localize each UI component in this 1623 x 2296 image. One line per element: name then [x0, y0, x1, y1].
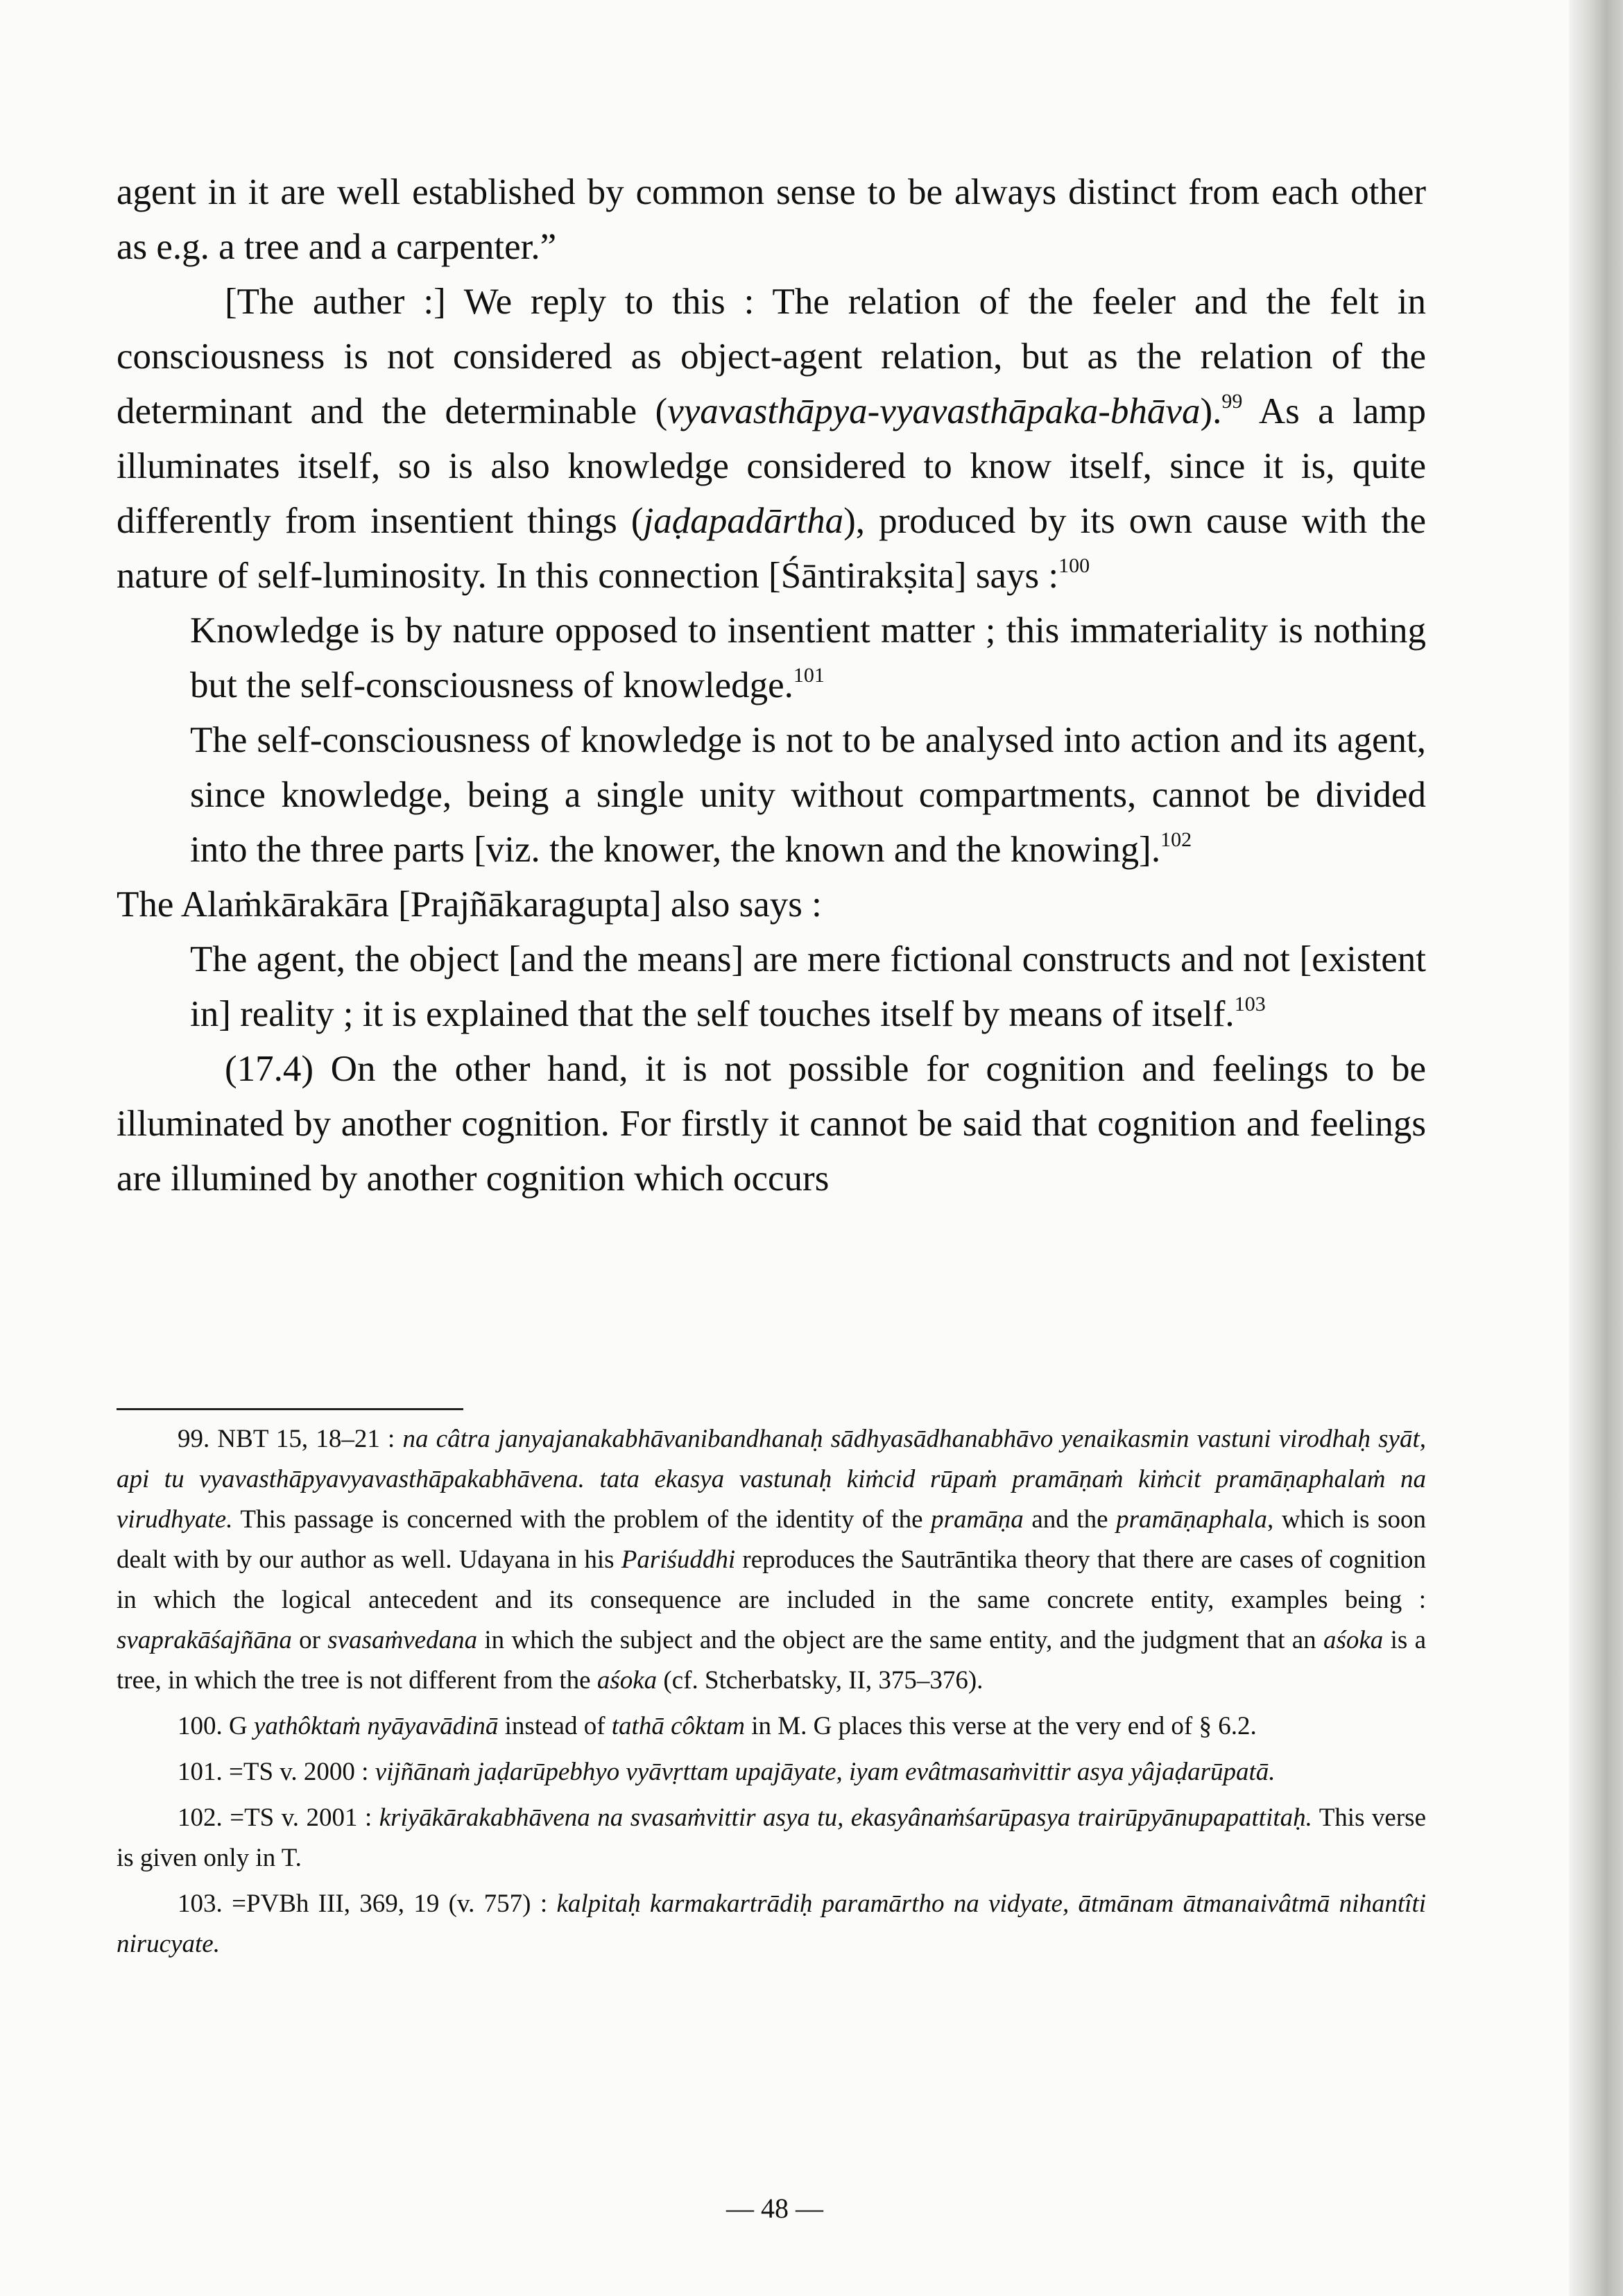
paragraph-text: As a lamp illuminates itself, so is also knowledge considered to know itself, since it is, quite differently from insentient things (: [117, 391, 1426, 541]
quote-text: Knowledge is by nature opposed to insentient matter ; this immateriality is nothing but the self-consciousness of knowledge.: [190, 610, 1426, 705]
page-number: — 48 —: [726, 2193, 823, 2224]
footnote-ref: 100: [1058, 554, 1090, 577]
quote-verse-101: [190, 603, 1426, 713]
footnote-ref: 103: [1234, 993, 1266, 1016]
paragraph-text: The Alaṁkārakāra [Prajñākaragupta] also says :: [117, 884, 822, 925]
footnote-101: 101. =TS v. 2000 : vijñānaṁ jaḍarūpebhyo vyāvṛttam upajāyate, iyam evâtmasaṁvittir asya yâjaḍarūpatā.: [178, 1758, 1276, 1786]
paragraph-text: (17.4) On the other hand, it is not possible for cognition and feelings to be illuminated by another cognition. For firstly it cannot be said that cognition and feelings are illumined by another cognition which occurs: [117, 1049, 1426, 1199]
footnote-103: 103. =PVBh III, 369, 19 (v. 757) : kalpitaḥ karmakartrādiḥ paramārtho na vidyate, ātmānam ātmanaivâtmā nihantîti nirucyate.: [117, 1890, 1426, 1958]
block-quote: [190, 932, 1426, 1042]
paragraph-continuation: [117, 165, 1426, 275]
paragraph-text: ).: [1200, 391, 1222, 431]
footnote-99: 99. NBT 15, 18–21 : na câtra janyajanakabhāvanibandhanaḥ sādhyasādhanabhāvo yenaikasmin vastuni virodhaḥ syāt, api tu vyavasthāpyavyavasthāpakabhāvena. tata ekasya vastunaḥ kiṁcid rūpaṁ pramāṇaṁ kiṁcit pramāṇaphalaṁ na virudhyate. This passage is concerned with the problem of the identity of the pramāṇa and the pramāṇaphala, which is soon dealt with by our author as well. Udayana in his Pariśuddhi reproduces the Sautrāntika theory that there are cases of cognition in which the logical antecedent and its consequence are included in the same concrete entity, examples being : svaprakāśajñāna or svasaṁvedana in which the subject and the object are the same entity, and the judgment that an aśoka is a tree, in which the tree is not different from the aśoka (cf. Stcherbatsky, II, 375–376).: [117, 1425, 1426, 1695]
footnote-100: 100. G yathôktaṁ nyāyavādinā instead of tathā côktam in M. G places this verse at the very end of § 6.2.: [178, 1712, 1257, 1740]
quote-verse-103: [190, 932, 1426, 1042]
paragraph-author-reply: [117, 275, 1426, 603]
paragraph-text: agent in it are well established by common sense to be always distinct from each other as e.g. a tree and a carpenter.”: [117, 172, 1426, 267]
paragraph-17-4: [117, 1042, 1426, 1206]
footnote-102: 102. =TS v. 2001 : kriyākārakabhāvena na svasaṁvittir asya tu, ekasyânaṁśarūpasya trairūpyānupapattitaḥ. This verse is given only in T.: [117, 1804, 1426, 1872]
footnote-divider: [117, 1408, 463, 1410]
sanskrit-term: vyavasthāpya-vyavasthāpaka-bhāva: [667, 391, 1201, 431]
main-text: [117, 165, 1426, 1206]
quote-text: The self-consciousness of knowledge is not to be analysed into action and its agent, since knowledge, being a single unity without compartments, cannot be divided into the three parts [viz. the knower, the known and the knowing].: [190, 720, 1426, 870]
paragraph-alamkarakara: [117, 877, 1426, 932]
paragraph-text: ), produced by its own cause with the nature of self-luminosity. In this connection [Śāntirakṣita] says :: [117, 501, 1426, 596]
footnote-ref: 99: [1221, 390, 1243, 413]
quote-text: The agent, the object [and the means] are mere fictional constructs and not [existent in] reality ; it is explained that the self touches itself by means of itself.: [190, 939, 1426, 1034]
sanskrit-term: jaḍapadārtha: [643, 501, 844, 541]
quote-verse-102: [190, 713, 1426, 877]
footnote-ref: 101: [793, 664, 825, 687]
footnote-ref: 102: [1160, 828, 1192, 851]
paragraph-text: [The auther :] We reply to this : The relation of the feeler and the felt in consciousness is not considered as object-agent relation, but as the relation of the determinant and the determinable (: [117, 282, 1426, 431]
footnotes: [117, 1419, 1426, 1970]
block-quote: [190, 603, 1426, 877]
scanned-page-edge: [1569, 0, 1623, 2296]
